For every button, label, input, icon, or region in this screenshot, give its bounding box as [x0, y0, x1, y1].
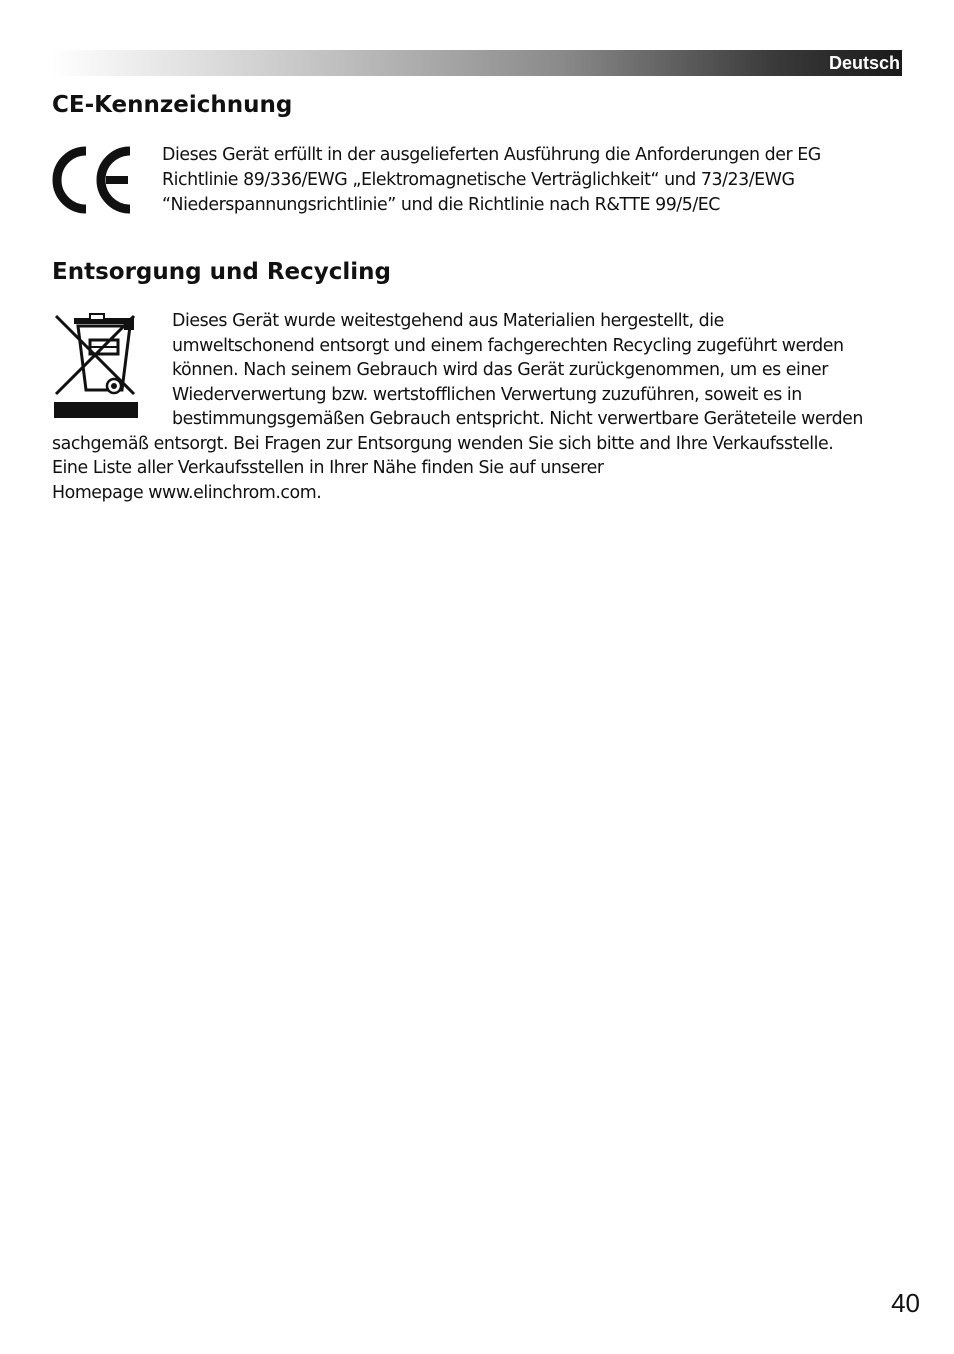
recycling-line: umweltschonend entsorgt und einem fachgerechten Recycling zugeführt werden: [172, 335, 844, 356]
ce-section-title: CE-Kennzeichnung: [52, 92, 293, 118]
language-label: Deutsch: [828, 53, 900, 73]
recycling-paragraph: [52, 309, 904, 505]
recycling-line: Dieses Gerät wurde weitestgehend aus Materialien hergestellt, die: [172, 311, 724, 331]
ce-paragraph: [162, 143, 902, 218]
ce-mark-icon: [52, 145, 134, 215]
recycling-line: Wiederverwertung bzw. wertstofflichen Verwertung zuzuführen, soweit es in: [172, 384, 802, 405]
recycling-line: sachgemäß entsorgt. Bei Fragen zur Entsorgung wenden Sie sich bitte and Ihre Verkaufsstelle.: [52, 433, 834, 454]
recycling-line: Eine Liste aller Verkaufsstellen in Ihrer Nähe finden Sie auf unserer: [52, 458, 604, 478]
ce-line: Dieses Gerät erfüllt in der ausgelieferten Ausführung die Anforderungen der EG: [162, 145, 821, 165]
language-header-bar: [52, 50, 902, 76]
ce-line: Richtlinie 89/336/EWG „Elektromagnetische Verträglichkeit“ und 73/23/EWG: [162, 170, 795, 190]
page-number: 40: [891, 1288, 920, 1318]
ce-line: “Niederspannungsrichtlinie” und die Richtlinie nach R&TTE 99/5/EC: [162, 195, 720, 215]
recycling-section-title: Entsorgung und Recycling: [52, 259, 391, 285]
recycling-line: bestimmungsgemäßen Gebrauch entspricht. Nicht verwertbare Geräteteile werden: [172, 409, 863, 429]
recycling-line: können. Nach seinem Gebrauch wird das Gerät zurückgenommen, um es einer: [172, 360, 828, 380]
recycling-line: Homepage www.elinchrom.com.: [52, 482, 322, 503]
